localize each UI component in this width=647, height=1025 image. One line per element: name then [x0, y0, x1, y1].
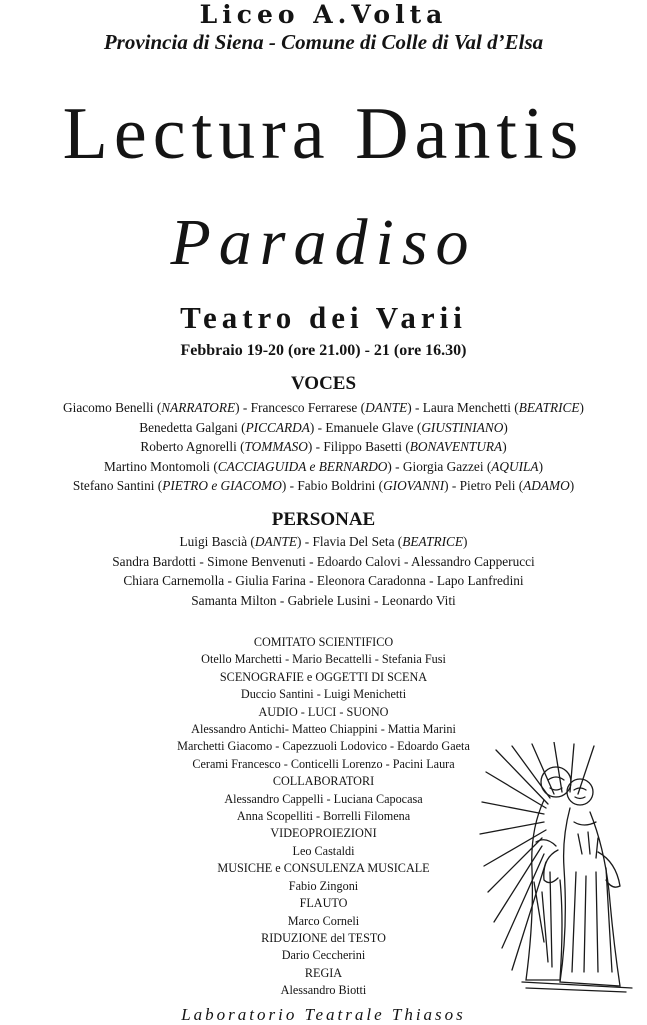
- credits-line: COMITATO SCIENTIFICO: [253, 635, 394, 649]
- dante-beatrice-woodcut-icon: [478, 742, 643, 994]
- credits-line: FLAUTO: [299, 896, 348, 911]
- cast-text: Luigi Bascià (: [179, 534, 255, 549]
- cast-text: Samanta Milton - Gabriele Lusini - Leonardo Viti: [191, 592, 456, 608]
- voces-list: [0, 398, 647, 496]
- role-name: GIOVANNI: [383, 478, 445, 493]
- venue-name: Teatro dei Varii: [180, 300, 467, 335]
- credits-line: Otello Marchetti - Mario Becattelli - Stefania Fusi: [201, 652, 446, 667]
- cast-text: ): [569, 478, 575, 493]
- role-name: AQUILA: [491, 458, 539, 474]
- cast-text: ) - Laura Menchetti (: [407, 400, 519, 415]
- cast-text: Martino Montomoli (: [104, 458, 218, 474]
- personae-list: [0, 532, 647, 610]
- voces-line: [0, 476, 647, 496]
- role-name: PIETRO e GIACOMO: [162, 478, 282, 493]
- credits-line: AUDIO - LUCI - SUONO: [258, 704, 389, 719]
- credits-line: Anna Scopelliti - Borrelli Filomena: [236, 809, 411, 824]
- role-name: PICCARDA: [245, 419, 310, 435]
- credits-line: Marchetti Giacomo - Capezzuoli Lodovico - Edoardo Gaeta: [177, 739, 470, 754]
- main-title: Lectura Dantis: [62, 93, 585, 175]
- credits-line: Fabio Zingoni: [288, 878, 359, 893]
- cast-text: Sandra Bardotti - Simone Benvenuti - Edoardo Calovi - Alessandro Capperucci: [112, 553, 535, 569]
- subtitle: Paradiso: [170, 206, 477, 279]
- voces-line: [0, 418, 647, 438]
- cast-text: ) - Filippo Basetti (: [307, 439, 410, 454]
- role-name: BONAVENTURA: [409, 439, 503, 454]
- role-name: BEATRICE: [518, 400, 580, 415]
- cast-text: ): [463, 534, 468, 549]
- cast-text: ) - Pietro Peli (: [444, 478, 524, 493]
- cast-text: Stefano Santini (: [72, 478, 163, 493]
- role-name: ADAMO: [523, 478, 570, 493]
- role-name: NARRATORE: [161, 400, 236, 415]
- personae-line: [0, 552, 647, 572]
- role-name: CACCIAGUIDA e BERNARDO: [217, 458, 388, 474]
- role-name: BEATRICE: [402, 534, 464, 549]
- cast-text: ): [503, 419, 508, 435]
- cast-text: ): [538, 458, 543, 474]
- credits-line: Duccio Santini - Luigi Menichetti: [240, 687, 407, 702]
- voces-line: [0, 398, 647, 418]
- credits-line: SCENOGRAFIE e OGGETTI DI SCENA: [219, 669, 428, 684]
- cast-text: ): [502, 439, 507, 454]
- voces-line: [0, 437, 647, 457]
- footer-company: Laboratorio Teatrale Thiasos: [181, 1005, 466, 1024]
- cast-text: ) - Emanuele Glave (: [309, 419, 422, 435]
- credits-line: Marco Corneli: [287, 913, 360, 928]
- role-name: DANTE: [365, 400, 408, 415]
- credits-line: Alessandro Antichi- Matteo Chiappini - Mattia Marini: [191, 722, 456, 737]
- credits-line: Alessandro Cappelli - Luciana Capocasa: [224, 791, 423, 806]
- cast-text: ) - Flavia Del Seta (: [296, 534, 403, 549]
- event-dates: Febbraio 19-20 (ore 21.00) - 21 (ore 16.30): [180, 342, 467, 359]
- cast-text: ) - Giorgia Gazzei (: [387, 458, 492, 474]
- credits-line: COLLABORATORI: [272, 774, 375, 789]
- cast-text: ): [579, 400, 584, 415]
- school-name: Liceo A.Volta: [199, 0, 448, 29]
- credits-line: Dario Ceccherini: [281, 948, 366, 963]
- credits-line: VIDEOPROIEZIONI: [270, 826, 377, 841]
- cast-text: ) - Francesco Ferrarese (: [235, 400, 366, 415]
- credits-line: MUSICHE e CONSULENZA MUSICALE: [217, 861, 430, 876]
- role-name: TOMMASO: [244, 439, 308, 454]
- credits-line: REGIA: [304, 965, 343, 980]
- province-line: Provincia di Siena - Comune di Colle di Val d’Elsa: [103, 30, 544, 54]
- credits-line: Leo Castaldi: [292, 843, 355, 858]
- voces-line: [0, 457, 647, 477]
- personae-line: [0, 591, 647, 611]
- cast-text: ) - Fabio Boldrini (: [281, 478, 384, 493]
- credits-line: Cerami Francesco - Conticelli Lorenzo - Pacini Laura: [192, 756, 455, 771]
- cast-text: Benedetta Galgani (: [139, 419, 246, 435]
- personae-heading: PERSONAE: [271, 509, 376, 530]
- personae-line: [0, 571, 647, 591]
- credits-line: Alessandro Biotti: [280, 983, 367, 998]
- cast-text: Giacomo Benelli (: [63, 400, 162, 415]
- cast-text: Chiara Carnemolla - Giulia Farina - Eleonora Caradonna - Lapo Lanfredini: [123, 573, 524, 588]
- credits-line: RIDUZIONE del TESTO: [261, 930, 386, 945]
- personae-line: [0, 532, 647, 552]
- role-name: GIUSTINIANO: [421, 419, 504, 435]
- voces-heading: VOCES: [290, 373, 357, 394]
- role-name: DANTE: [254, 534, 297, 549]
- cast-text: Roberto Agnorelli (: [140, 439, 245, 454]
